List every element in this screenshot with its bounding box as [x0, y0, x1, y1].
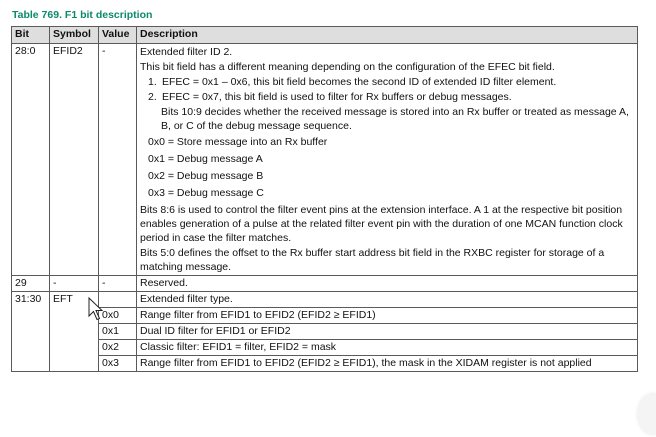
description-cell: Dual ID filter for EFID1 or EFID2: [137, 324, 638, 340]
value-cell: 0x1: [99, 324, 137, 340]
description-cell: Range filter from EFID1 to EFID2 (EFID2 ≥ EFID1), the mask in the XIDAM register is not applied: [137, 356, 638, 372]
table-row: [12, 292, 638, 308]
table-row: [12, 44, 638, 276]
description-cell: [137, 44, 638, 276]
table-caption: Table 769. F1 bit description: [12, 9, 153, 21]
description-line: Bits 5:0 defines the offset to the Rx buffer start address bit field in the RXBC register for storage of a matching message.: [140, 247, 605, 273]
list-number: 1.: [148, 76, 157, 88]
description-line: This bit field has a different meaning depending on the configuration of the EFEC bit field.: [140, 61, 555, 73]
value-cell: -: [99, 44, 137, 276]
description-line: Bits 8:6 is used to control the filter event pins at the extension interface. A 1 at the respective bit position enables generation of a pulse at the related filter event pin with the duration of one MCAN function clock period in case the filter matches.: [140, 204, 623, 244]
header-description: Description: [137, 27, 638, 44]
numbered-item-text: EFEC = 0x7, this bit field is used to filter for Rx buffers or debug messages.: [162, 91, 512, 103]
header-value: Value: [99, 27, 137, 44]
description-line: 0x1 = Debug message A: [148, 153, 263, 165]
description-cell: Extended filter type.: [137, 292, 638, 308]
floating-action-button[interactable]: [638, 394, 656, 434]
table-row: [12, 340, 638, 356]
description-line: 0x0 = Store message into an Rx buffer: [148, 136, 328, 148]
symbol-cell: EFID2: [50, 44, 99, 276]
description-line: Extended filter ID 2.: [140, 46, 233, 58]
mouse-pointer-icon: [88, 297, 104, 323]
numbered-item: [140, 75, 634, 90]
value-cell: 0x3: [99, 356, 137, 372]
table-row: [12, 308, 638, 324]
value-cell: [99, 292, 137, 308]
numbered-item: [140, 90, 634, 105]
table-row: [12, 276, 638, 292]
table-row: [12, 356, 638, 372]
header-row: [12, 27, 638, 44]
value-cell: 0x0: [99, 308, 137, 324]
header-symbol: Symbol: [50, 27, 99, 44]
description-cell: Classic filter: EFID1 = filter, EFID2 = mask: [137, 340, 638, 356]
numbered-item-text: EFEC = 0x1 – 0x6, this bit field becomes the second ID of extended ID filter element.: [162, 76, 557, 88]
symbol-cell: -: [50, 276, 99, 292]
description-cell: Range filter from EFID1 to EFID2 (EFID2 ≥ EFID1): [137, 308, 638, 324]
description-line: Bits 10:9 decides whether the received message is stored into an Rx buffer or treated as message A, B, or C of the debug message sequence.: [161, 106, 629, 132]
description-line: 0x2 = Debug message B: [148, 170, 264, 182]
value-cell: 0x2: [99, 340, 137, 356]
symbol-cell: EFT: [50, 292, 99, 372]
description-line: 0x3 = Debug message C: [148, 187, 264, 199]
bit-description-table: [11, 26, 638, 372]
description-cell: Reserved.: [137, 276, 638, 292]
list-number: 2.: [148, 91, 157, 103]
bit-cell: 28:0: [12, 44, 50, 276]
header-bit: Bit: [12, 27, 50, 44]
bit-cell: 29: [12, 276, 50, 292]
bit-cell: 31:30: [12, 292, 50, 372]
value-cell: -: [99, 276, 137, 292]
table-row: [12, 324, 638, 340]
